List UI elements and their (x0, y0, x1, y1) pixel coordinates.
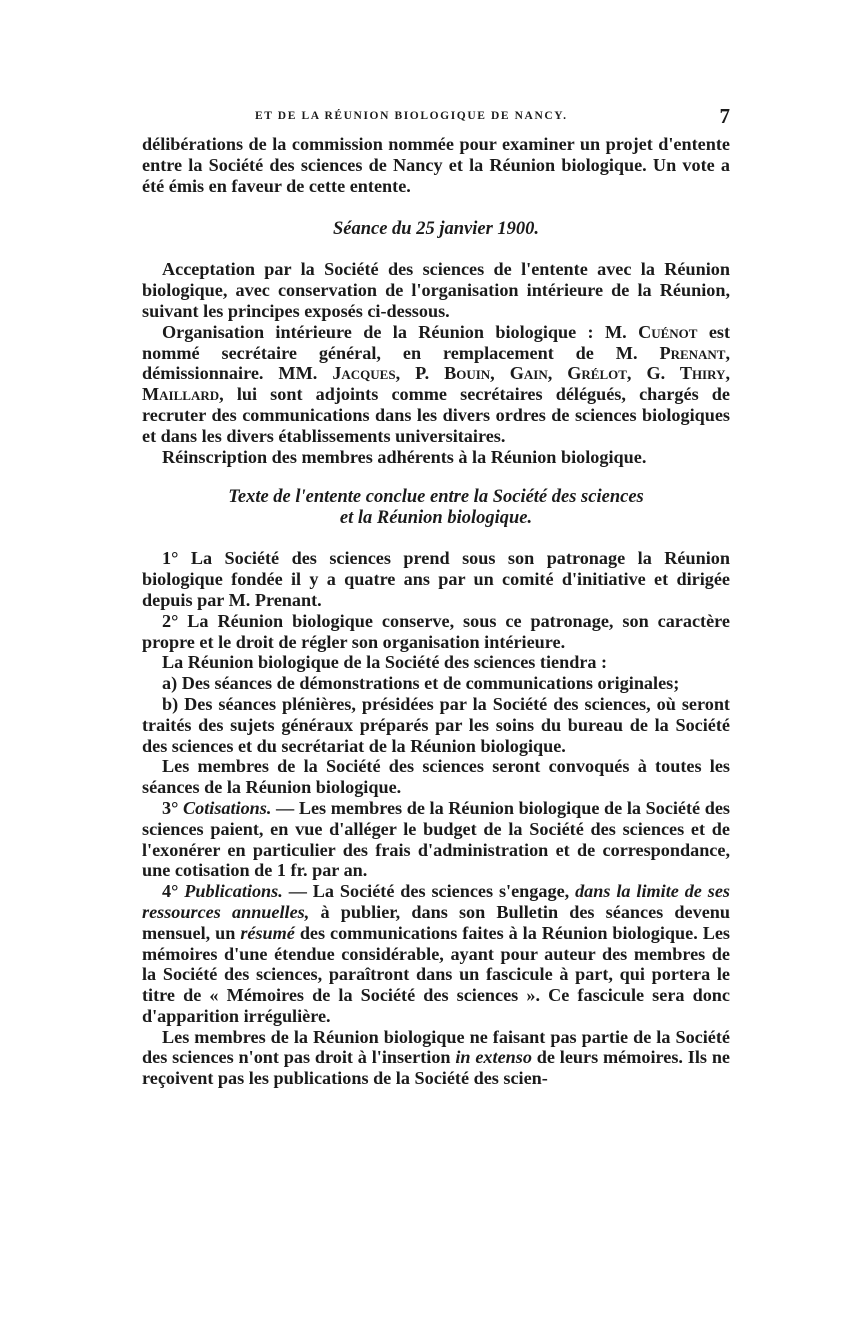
organisation-text-4: lui sont adjoints comme secrétaires délégués, chargés de recruter des communications dans les divers ordres de sciences biologiques et dans les divers établissements universitaires. (142, 384, 730, 446)
session-paragraph-reinscription: Réinscription des membres adhérents à la Réunion biologique. (162, 446, 647, 467)
members-text-2: de leurs mémoires. Ils ne reçoivent pas les publications de la Société des scien- (142, 1047, 731, 1089)
running-header (142, 100, 730, 134)
article-2-convocation: Les membres de la Société des sciences seront convoqués à toutes les séances de la Réunion biologique. (142, 756, 730, 798)
article-2-item-b: b) Des séances plénières, présidées par la Société des sciences, où seront traités des sujets généraux préparés par les soins du bureau de la Société des sciences et du secrétariat de la Réunion biologique. (142, 693, 730, 756)
article-4-text-3: des communications faites à la Réunion biologique. Les mémoires d'une étendue considérable, ayant pour auteur des membres de la Société des sciences, paraîtront dans un fascicule à part, qui portera le titre de « Mémoires de la Société des sciences ». Ce fascicule sera donc d'apparition irrégulière. (142, 922, 730, 1026)
article-2-sessions-intro: La Réunion biologique de la Société des sciences tiendra : (162, 652, 608, 673)
name-prenant: Prenant (659, 342, 726, 363)
article-4-emphasis-2: résumé (240, 922, 295, 943)
members-emphasis: in extenso (455, 1047, 532, 1068)
article-3-title: Cotisations. (182, 797, 272, 818)
article-2: 2° La Réunion biologique conserve, sous ce patronage, son caractère propre et le droit de régler son organisation intérieure. (142, 610, 730, 652)
article-4-emphasis-1: dans la limite de ses ressources annuelles, (142, 881, 730, 922)
organisation-text-1: Organisation intérieure de la Réunion biologique : M. (162, 321, 627, 342)
article-3-text: — Les membres de la Réunion biologique de la Société des sciences paient, en vue d'alléger le budget de la Société des sciences et de l'exonérer en particulier des frais d'administration et de correspondance, une cotisation de 1 fr. par an. (142, 797, 730, 881)
article-4 (142, 881, 730, 1027)
article-1: 1° La Société des sciences prend sous son patronage la Réunion biologique fondée il y a quatre ans par un comité d'initiative et dirigée depuis par M. Prenant. (142, 548, 730, 610)
book-page (142, 100, 730, 1089)
page-number: 7 (719, 104, 730, 128)
article-4-members (142, 1027, 730, 1089)
name-cuenot: Cuénot (638, 321, 698, 342)
delegate-names: Jacques, P. Bouin, Gain, Grélot, G. Thiry, Maillard, (142, 363, 730, 405)
session-paragraph-acceptance: Acceptation par la Société des sciences de l'entente avec la Réunion biologique, avec conservation de l'organisation intérieure de la Réunion, suivant les principes exposés ci-dessous. (142, 259, 730, 321)
session-paragraph-organisation (142, 322, 730, 447)
members-text-1: Les membres de la Réunion biologique ne faisant pas partie de la Société des sciences n'ont pas droit à l'insertion (142, 1026, 730, 1068)
agreement-heading-line2: et la Réunion biologique. (339, 508, 533, 529)
article-4-text-1: — La Société des sciences s'engage, (288, 881, 570, 902)
running-title: ET DE LA RÉUNION BIOLOGIQUE DE NANCY. (255, 110, 568, 122)
session-heading: Séance du 25 janvier 1900. (332, 219, 540, 240)
article-2-item-a: a) Des séances de démonstrations et de communications originales; (162, 673, 680, 694)
article-4-number: 4° (162, 881, 179, 902)
organisation-text-2: est nommé secrétaire général, en remplacement de M. (142, 321, 731, 363)
agreement-heading (142, 487, 730, 529)
article-3-number: 3° (162, 797, 179, 818)
intro-paragraph: délibérations de la commission nommée pour examiner un projet d'entente entre la Société des sciences de Nancy et la Réunion biologique. Un vote a été émis en faveur de cette entente. (142, 134, 730, 196)
article-4-title: Publications. (184, 881, 283, 902)
organisation-text-3: , démissionnaire. MM. (142, 342, 731, 384)
agreement-heading-line1: Texte de l'entente conclue entre la Société des sciences (228, 487, 644, 508)
article-4-text-2: à publier, dans son Bulletin des séances devenu mensuel, un (142, 901, 730, 943)
article-3 (142, 798, 730, 881)
